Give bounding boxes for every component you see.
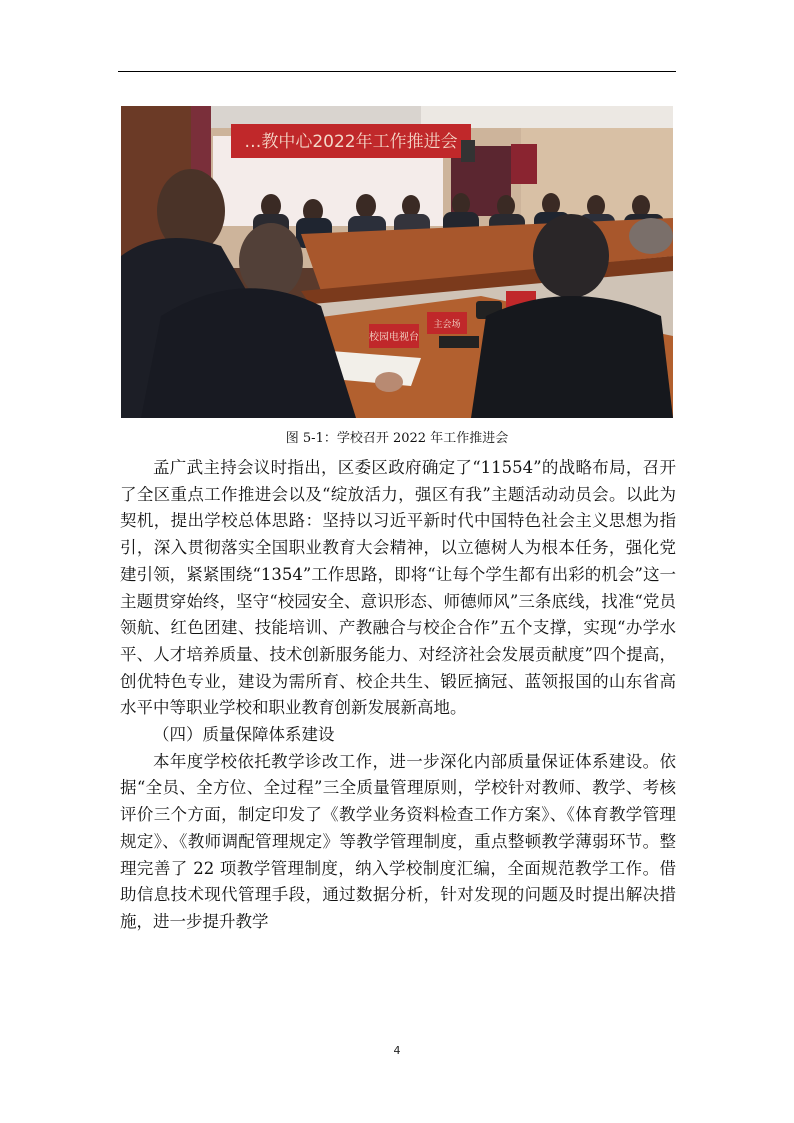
meeting-photo bbox=[121, 106, 673, 418]
figure-caption: 图 5-1：学校召开 2022 年工作推进会 bbox=[285, 431, 509, 446]
section-heading: （四）质量保障体系建设 bbox=[153, 725, 335, 745]
paragraph-meeting-summary: 孟广武主持会议时指出，区委区政府确定了“11554”的战略布局，召开了全区重点工作推进会以及“绽放活力，强区有我”主题活动动员会。以此为契机，提出学校总体思路：坚持以习近平新时代中国特色社会主义思想为指引，深入贯彻落实全国职业教育大会精神，以立德树人为根本任务，强化党建引领，紧紧围绕“1354”工作思路，即将“让每个学生都有出彩的机会”这一主题贯穿始终，坚守“校园安全、意识形态、师德师风”三条底线，找准“党员领航、红色团建、技能培训、产教融合与校企合作”五个支撑，实现“办学水平、人才培养质量、技术创新服务能力、对经济社会发展贡献度”四个提高，创优特色专业，建设为需所育、校企共生、锻匠摘冠、蓝领报国的山东省高水平中等职业学校和职业教育创新发展新高地。 bbox=[120, 458, 676, 718]
banner-text: …教中心2022年工作推进会 bbox=[244, 132, 458, 152]
paragraph-quality-assurance: 本年度学校依托教学诊改工作，进一步深化内部质量保证体系建设。依据“全员、全方位、全过程”三全质量管理原则，学校针对教师、教学、考核评价三个方面，制定印发了《教学业务资料检查工作方案》、《体育教学管理规定》、《教师调配管理规定》等教学管理制度，重点整顿教学薄弱环节。整理完善了 22 项教学管理制度，纳入学校制度汇编，全面规范教学工作。借助信息技术现代管理手段，通过数据分析，针对发现的问题及时提出解决措施，进一步提升教学 bbox=[120, 751, 676, 931]
nameplate-2: 主会场 bbox=[433, 320, 461, 330]
nameplate-1: 校园电视台 bbox=[369, 332, 419, 343]
document-body bbox=[120, 455, 676, 936]
page-number: 4 bbox=[393, 1044, 401, 1057]
header-rule bbox=[118, 71, 676, 72]
